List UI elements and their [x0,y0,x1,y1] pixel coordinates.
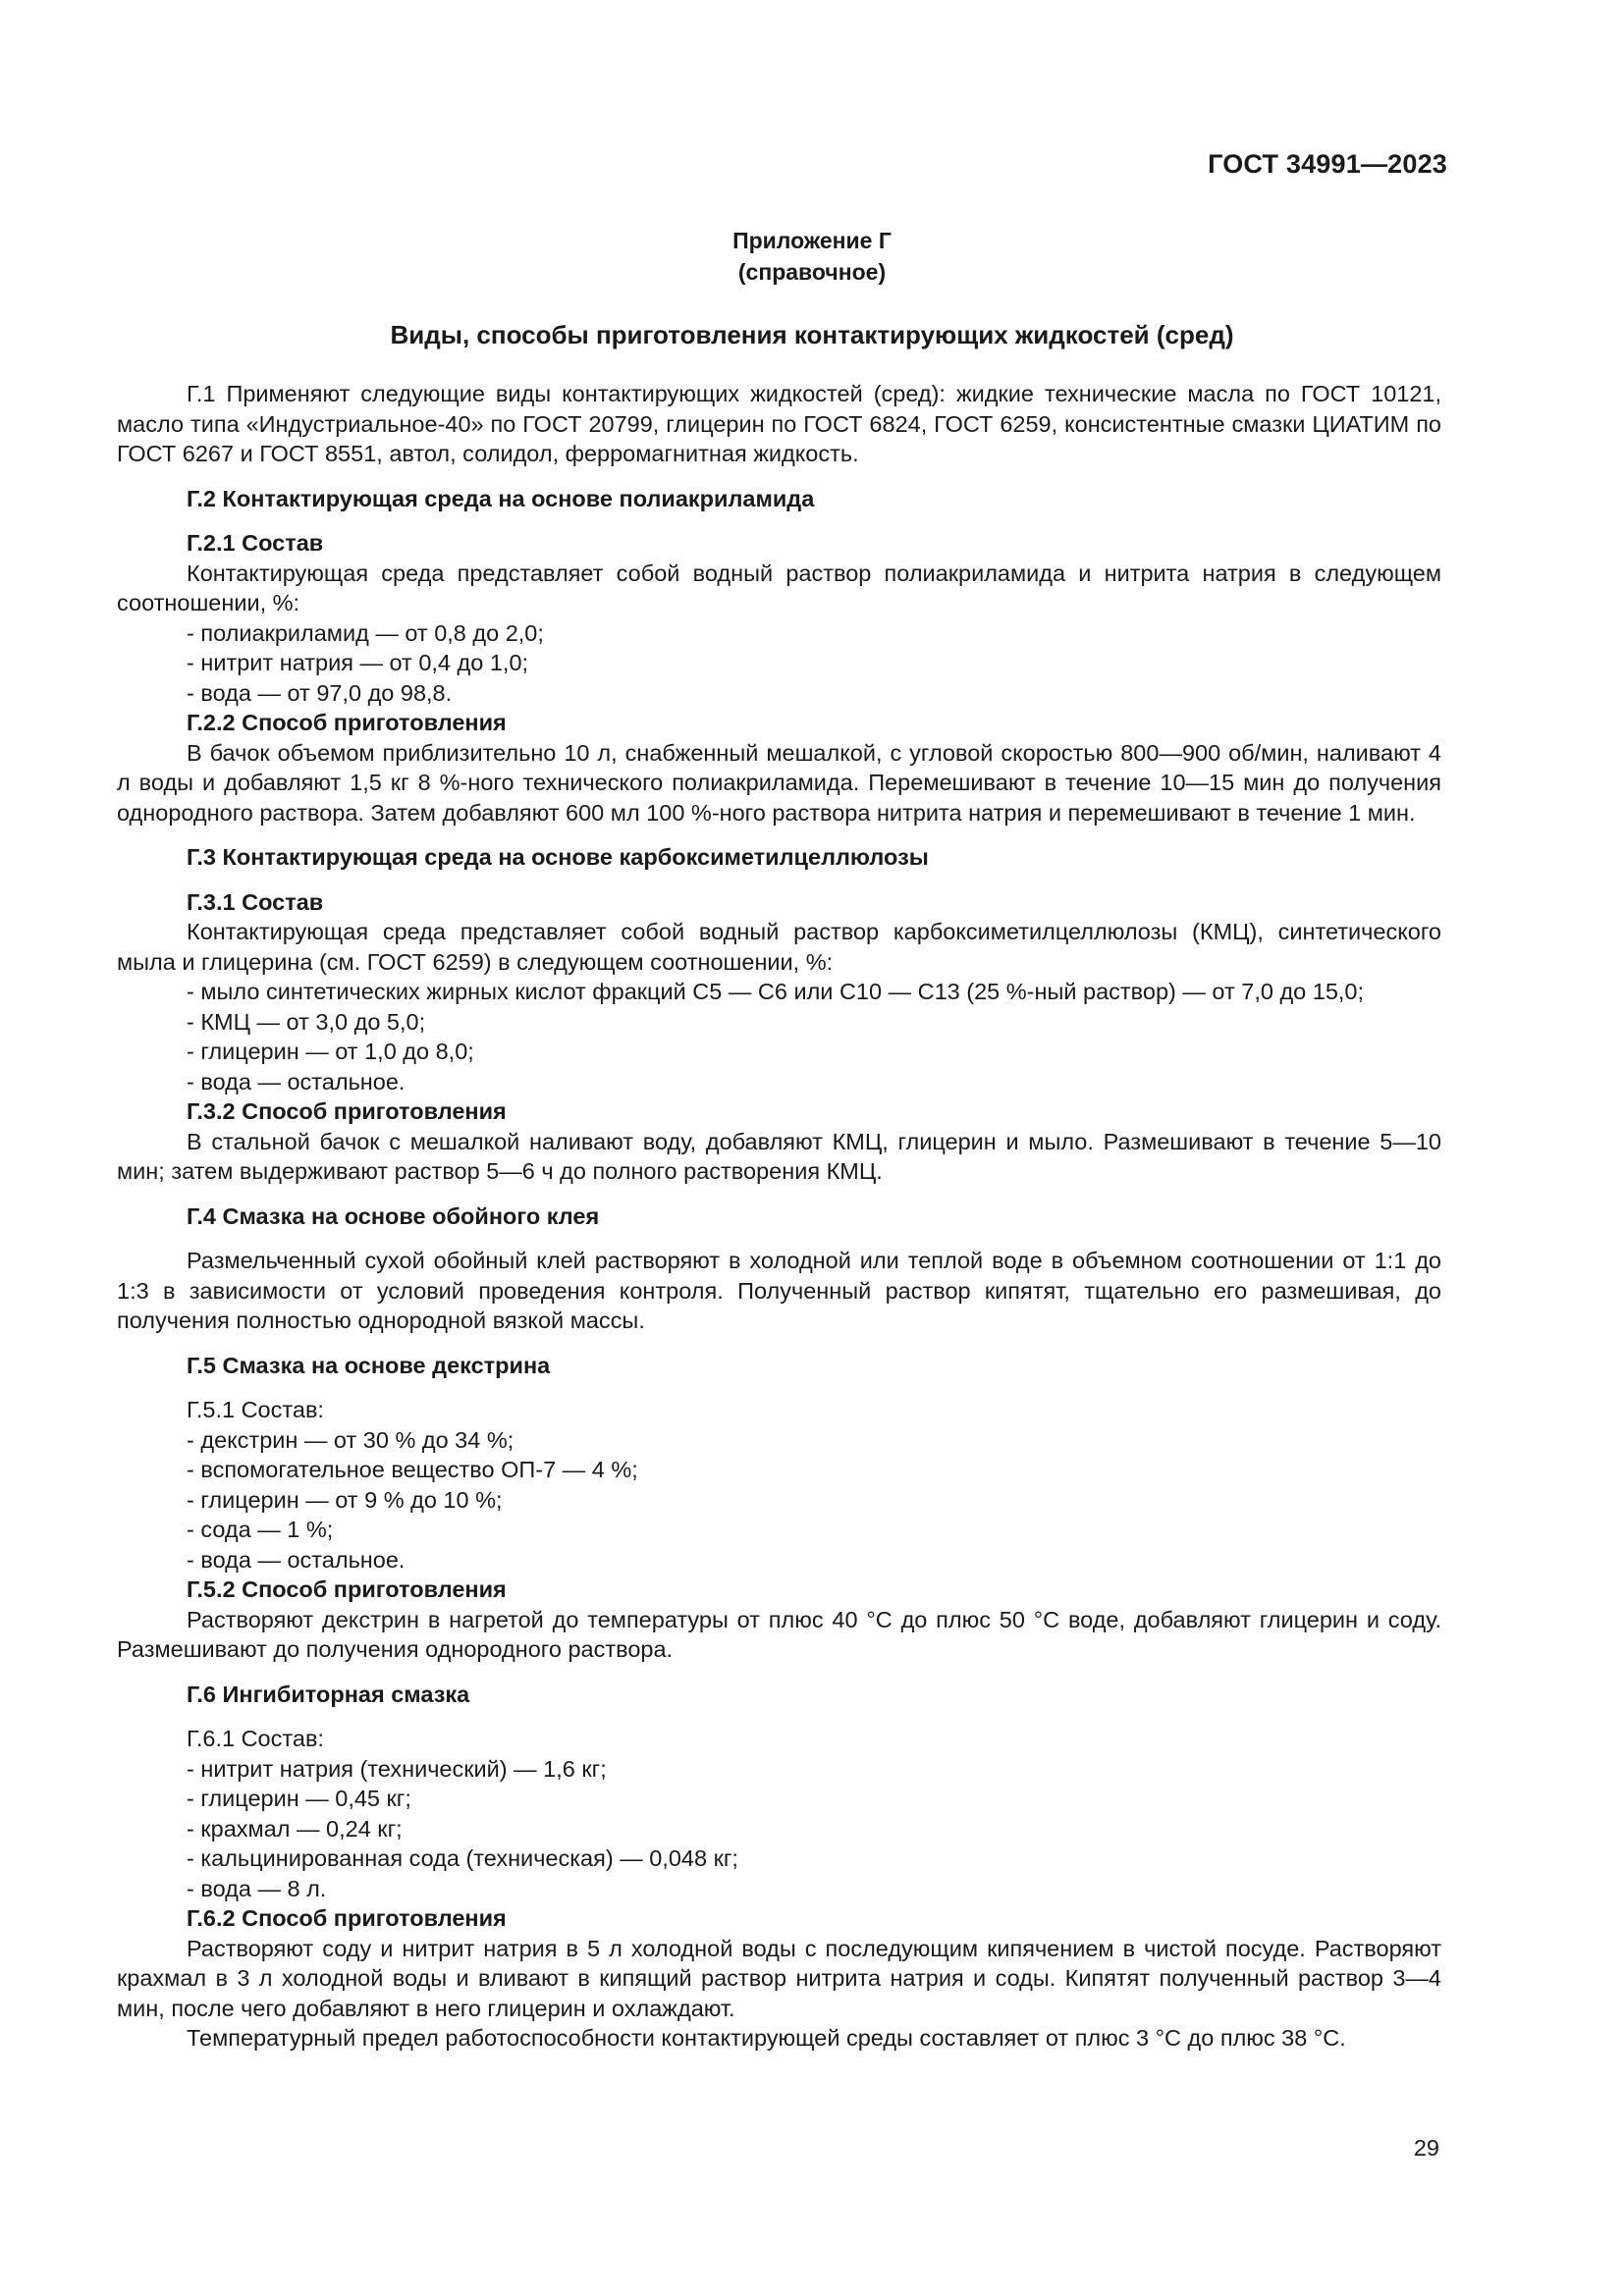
list-item: - глицерин — от 1,0 до 8,0; [187,1039,474,1064]
appendix-note: (справочное) [737,259,887,285]
paragraph-g1: Г.1 Применяют следующие виды контактирующих жидкостей (сред): жидкие технические масла по ГОСТ 10121, масло типа «Индустриальное-40» по ГОСТ 20799, глицерин по ГОСТ 6824, ГОСТ 6259, консистентные смазки ЦИАТИМ по ГОСТ 6267 и ГОСТ 8551, автол, солидол, ферромагнитная жидкость. [117,381,1441,466]
paragraph-g5-2: Растворяют декстрин в нагретой до температуры от плюс 40 °С до плюс 50 °С воде, добавляют глицерин и соду. Размешивают до получения однородного раствора. [117,1606,1441,1662]
list-item: - декстрин — от 30 % до 34 %; [187,1426,514,1453]
document-body [117,379,1441,2054]
label-g5-1: Г.5.1 Состав: [187,1397,324,1422]
list-item: - глицерин — от 9 % до 10 %; [187,1486,503,1513]
heading-g6-2: Г.6.2 Способ приготовления [187,1905,507,1931]
paragraph-g3-1: Контактирующая среда представляет собой водный раствор карбоксиметилцеллюлозы (КМЦ), синтетического мыла и глицерина (см. ГОСТ 6259) в следующем соотношении, %: [117,919,1441,975]
list-item: - кальцинированная сода (техническая) — 0,048 кг; [187,1845,738,1871]
heading-g2-1: Г.2.1 Состав [187,530,324,556]
section-title: Виды, способы приготовления контактирующих жидкостей (сред) [390,320,1234,349]
heading-g6: Г.6 Ингибиторная смазка [187,1681,470,1707]
heading-g4: Г.4 Смазка на основе обойного клея [187,1202,600,1229]
heading-g2-2: Г.2.2 Способ приготовления [187,710,507,735]
label-g6-1: Г.6.1 Состав: [187,1726,324,1751]
list-item: - вода — остальное. [187,1546,406,1573]
list-item: - мыло синтетических жирных кислот фракций С5 — С6 или С10 — С13 (25 %-ный раствор) — от 7,0 до 15,0; [187,979,1365,1004]
appendix-title: Приложение Г [732,228,892,253]
heading-g5: Г.5 Смазка на основе декстрина [187,1352,551,1378]
paragraph-g2-1: Контактирующая среда представляет собой водный раствор полиакриламида и нитрита натрия в следующем соотношении, %: [117,560,1441,615]
heading-g3-2: Г.3.2 Способ приготовления [187,1098,507,1124]
heading-g3-1: Г.3.1 Состав [187,888,324,915]
heading-g5-2: Г.5.2 Способ приготовления [187,1576,507,1602]
page-number: 29 [1413,2135,1439,2161]
list-item: - крахмал — 0,24 кг; [187,1815,403,1842]
list-item: - нитрит натрия — от 0,4 до 1,0; [187,650,529,675]
heading-g2: Г.2 Контактирующая среда на основе полиакриламида [187,485,815,511]
paragraph-g4: Размельченный сухой обойный клей растворяют в холодной или теплой воде в объемном соотношении от 1:1 до 1:3 в зависимости от условий проведения контроля. Полученный раствор кипятят, тщательно его размешивая, до получения полностью однородной вязкой массы. [117,1248,1441,1333]
list-item: - сода — 1 %; [187,1517,334,1542]
paragraph-g3-2: В стальной бачок с мешалкой наливают воду, добавляют КМЦ, глицерин и мыло. Размешивают в течение 5—10 мин; затем выдерживают раствор 5—6 ч до полного растворения КМЦ. [117,1128,1441,1184]
list-item: - вода — остальное. [187,1068,406,1095]
list-item: - вспомогательное вещество ОП-7 — 4 %; [187,1457,638,1482]
list-item: - полиакриламид — от 0,8 до 2,0; [187,619,544,646]
heading-g3: Г.3 Контактирующая среда на основе карбоксиметилцеллюлозы [187,844,929,870]
list-item: - вода — от 97,0 до 98,8. [187,679,453,706]
list-item: - нитрит натрия (технический) — 1,6 кг; [187,1755,607,1782]
paragraph-g6-temp: Температурный предел работоспособности контактирующей среды составляет от плюс 3 °С до плюс 38 °С. [187,2025,1346,2051]
list-item: - глицерин — 0,45 кг; [187,1786,411,1811]
paragraph-g2-2: В бачок объемом приблизительно 10 л, снабженный мешалкой, с угловой скоростью 800—900 об/мин, наливают 4 л воды и добавляют 1,5 кг 8 %-ного технического полиакриламида. Перемешивают в течение 10—15 мин до получения однородного раствора. Затем добавляют 600 мл 100 %-ного раствора нитрита натрия и перемешивают в течение 1 мин. [117,739,1441,826]
list-item: - КМЦ — от 3,0 до 5,0; [187,1008,426,1035]
paragraph-g6-2: Растворяют соду и нитрит натрия в 5 л холодной воды с последующим кипячением в чистой посуде. Растворяют крахмал в 3 л холодной воды и вливают в кипящий раствор нитрита натрия и соды. Кипятят полученный раствор 3—4 мин, после чего добавляют в него глицерин и охлаждают. [117,1935,1441,2021]
list-item: - вода — 8 л. [187,1875,327,1901]
standard-number: ГОСТ 34991—2023 [1208,149,1447,179]
